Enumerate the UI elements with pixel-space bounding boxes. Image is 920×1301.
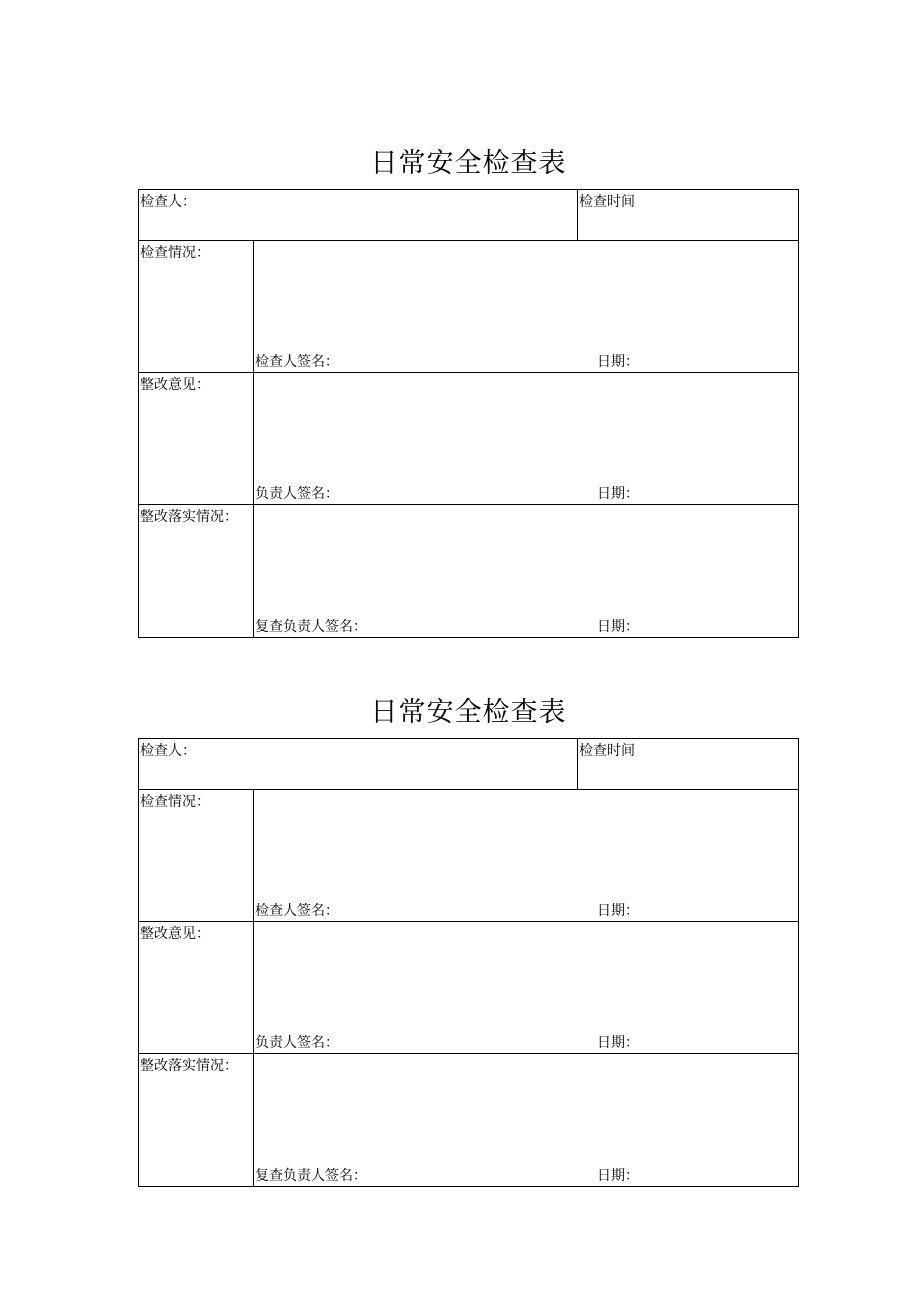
form-table (138, 189, 799, 638)
section-label-cell (139, 790, 254, 921)
date-label: 日期： (597, 354, 639, 370)
rectification-opinion-row (139, 922, 798, 1054)
rectification-opinion-label: 整改意见： (140, 926, 210, 942)
rectification-implementation-content[interactable] (254, 1054, 798, 1186)
inspection-status-label: 检查情况： (140, 245, 210, 261)
section-label-cell (139, 922, 254, 1053)
responsible-signature-label: 负责人签名： (255, 486, 339, 502)
inspector-cell[interactable] (139, 190, 578, 240)
inspection-time-label: 检查时间 (579, 194, 635, 210)
rectification-implementation-row (139, 1054, 798, 1186)
form-title: 日常安全检查表 (370, 697, 567, 728)
inspector-signature-label: 检查人签名： (255, 903, 339, 919)
inspection-time-cell[interactable] (578, 739, 798, 789)
inspection-time-label: 检查时间 (579, 743, 635, 759)
rectification-opinion-row (139, 373, 798, 505)
date-label: 日期： (597, 1035, 639, 1051)
inspection-status-row (139, 241, 798, 373)
section-label-cell (139, 1054, 254, 1186)
date-label: 日期： (597, 903, 639, 919)
date-label: 日期： (597, 486, 639, 502)
review-responsible-signature-label: 复查负责人签名： (255, 619, 367, 635)
rectification-opinion-label: 整改意见： (140, 377, 210, 393)
inspection-form-1 (138, 142, 799, 638)
form-table (138, 738, 799, 1187)
section-label-cell (139, 505, 254, 637)
inspection-status-content[interactable] (254, 790, 798, 921)
rectification-implementation-label: 整改落实情况： (140, 509, 238, 525)
inspection-status-content[interactable] (254, 241, 798, 372)
inspector-label: 检查人： (140, 743, 196, 759)
responsible-signature-label: 负责人签名： (255, 1035, 339, 1051)
rectification-implementation-content[interactable] (254, 505, 798, 637)
form-title: 日常安全检查表 (370, 148, 567, 179)
inspection-status-label: 检查情况： (140, 794, 210, 810)
date-label: 日期： (597, 1168, 639, 1184)
inspector-cell[interactable] (139, 739, 578, 789)
inspection-form-2 (138, 691, 799, 1187)
inspector-signature-label: 检查人签名： (255, 354, 339, 370)
header-row (139, 739, 798, 790)
rectification-opinion-content[interactable] (254, 373, 798, 504)
section-label-cell (139, 373, 254, 504)
inspection-status-row (139, 790, 798, 922)
inspector-label: 检查人： (140, 194, 196, 210)
review-responsible-signature-label: 复查负责人签名： (255, 1168, 367, 1184)
header-row (139, 190, 798, 241)
section-label-cell (139, 241, 254, 372)
date-label: 日期： (597, 619, 639, 635)
rectification-opinion-content[interactable] (254, 922, 798, 1053)
inspection-time-cell[interactable] (578, 190, 798, 240)
rectification-implementation-row (139, 505, 798, 637)
rectification-implementation-label: 整改落实情况： (140, 1058, 238, 1074)
